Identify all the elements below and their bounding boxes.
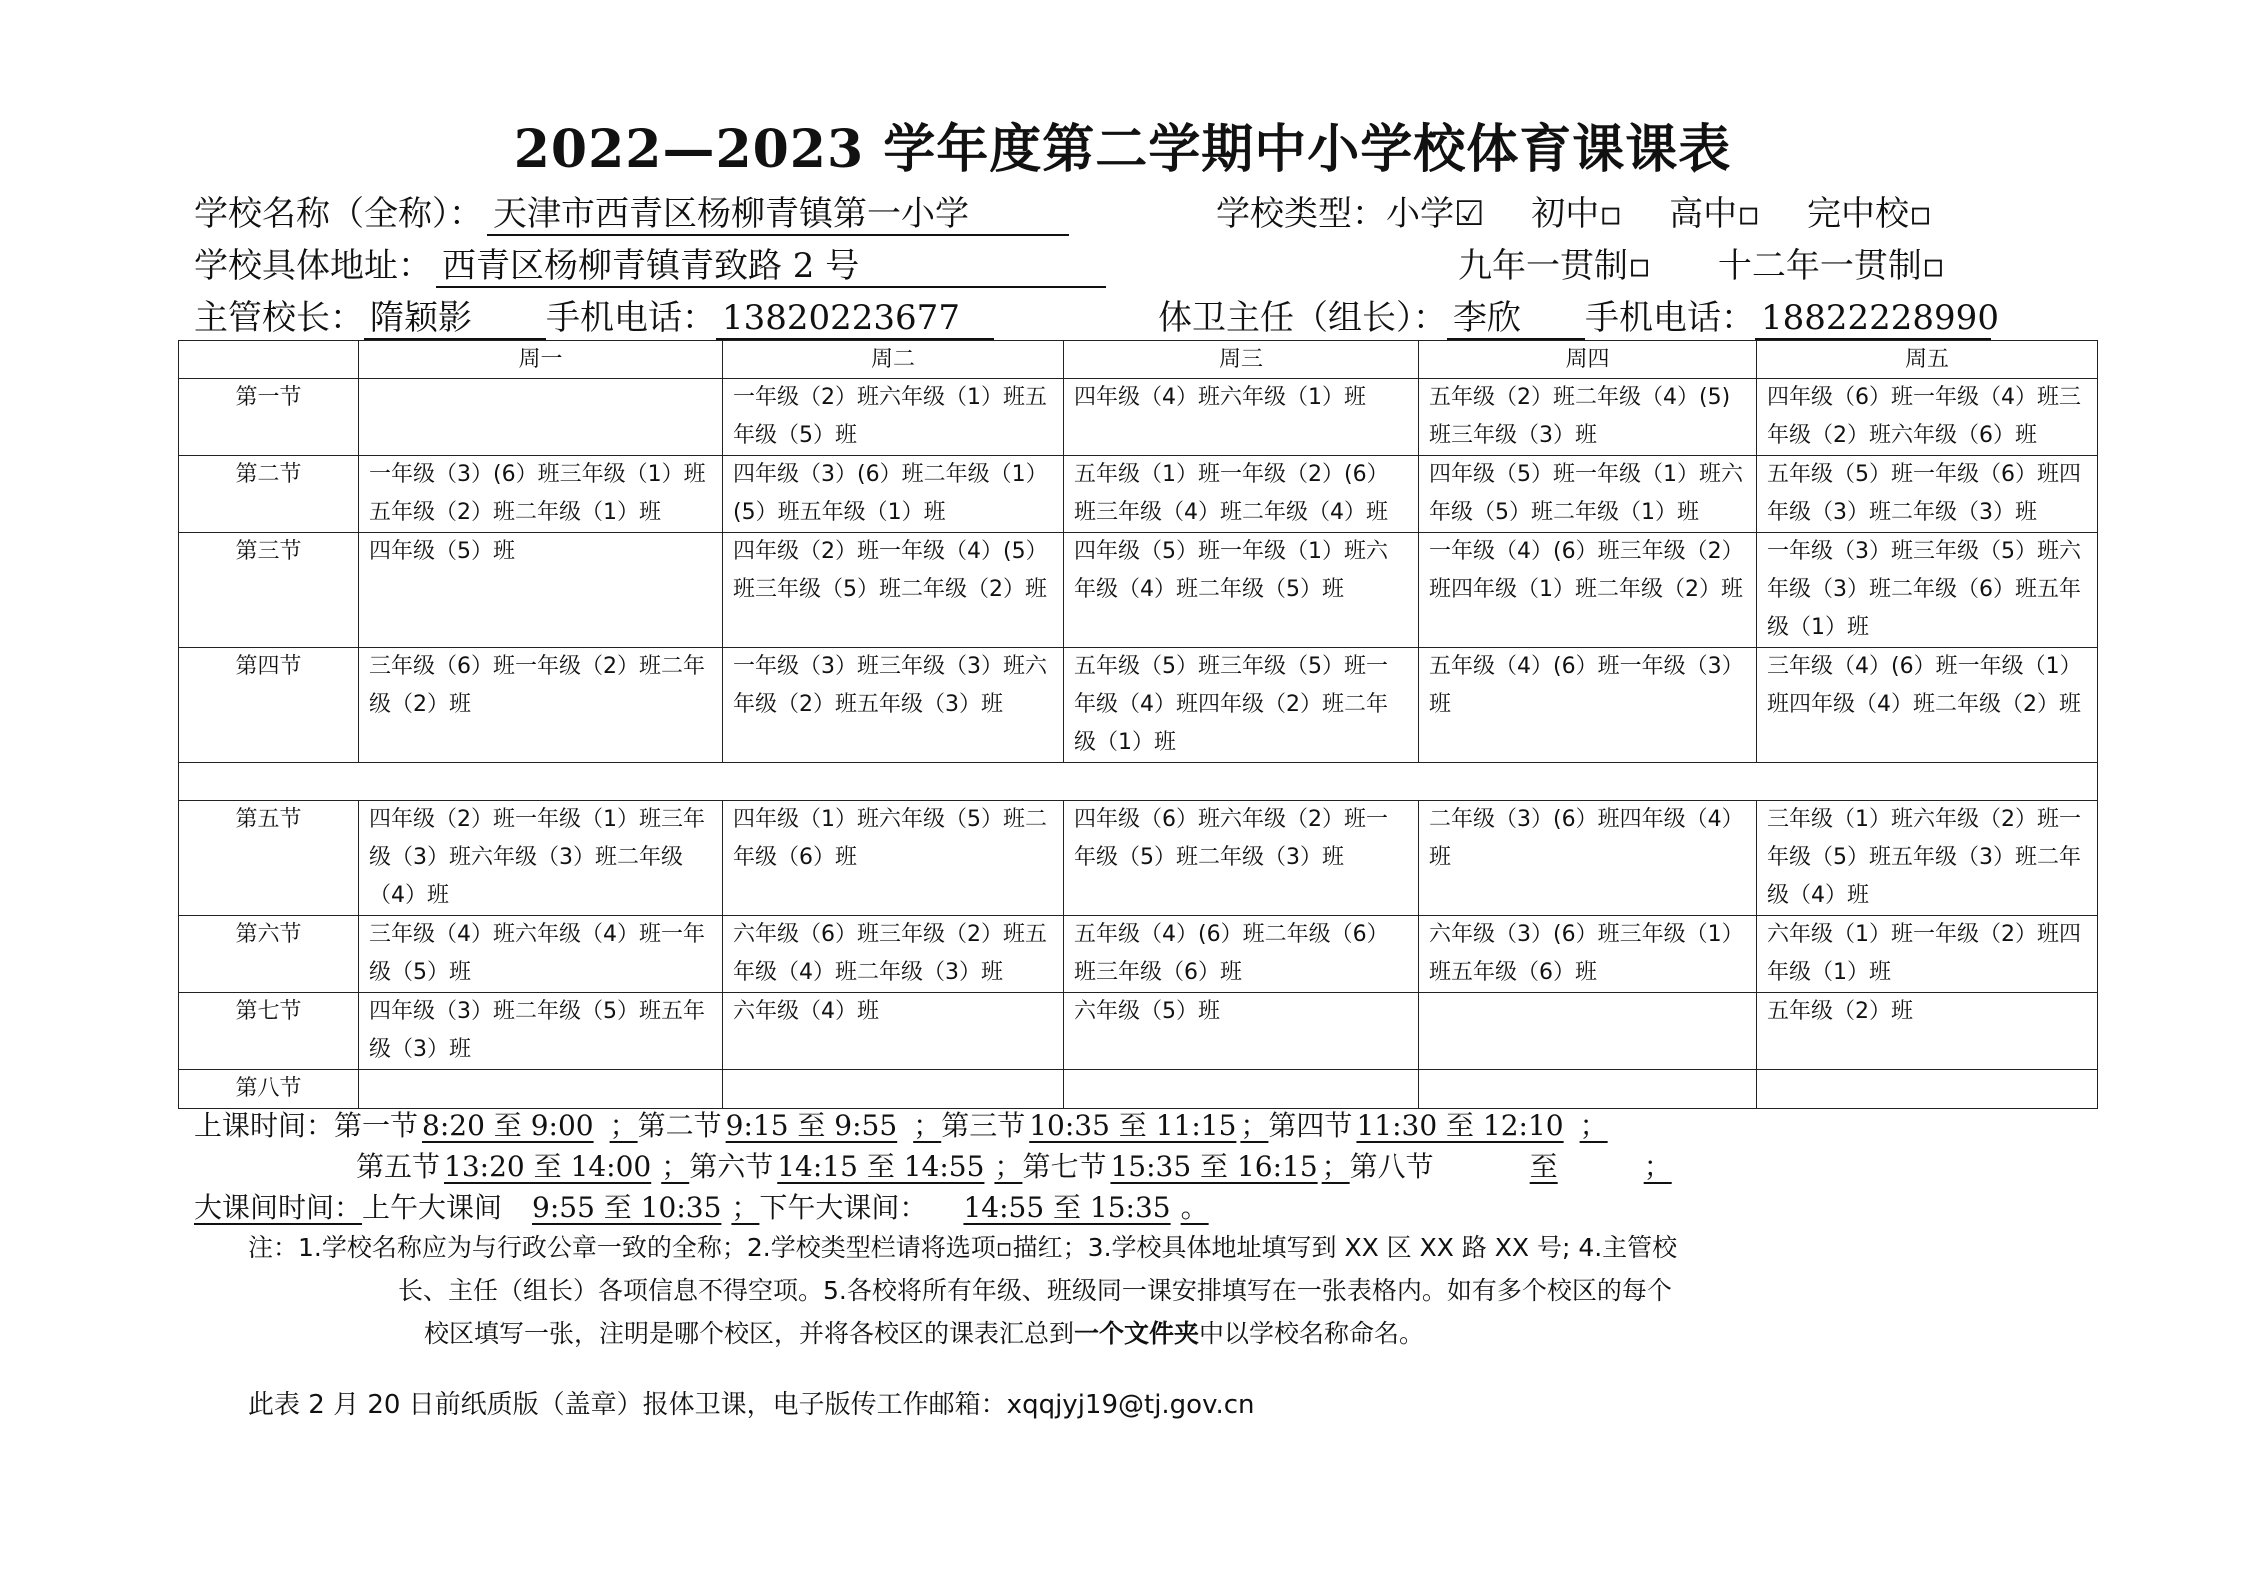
director-value: 李欣 xyxy=(1447,298,1585,340)
type-primary-checkbox: 小学☑ xyxy=(1386,194,1485,234)
table-row xyxy=(179,916,2098,993)
note-prefix: 注： xyxy=(248,1233,299,1262)
schedule-cell xyxy=(1419,993,1757,1070)
note-text-3b: 一个文件夹 xyxy=(1074,1319,1200,1348)
period-5-time: 13:20 至 14:00 xyxy=(444,1150,652,1183)
day-header: 周四 xyxy=(1419,341,1757,379)
schedule-table xyxy=(178,340,2098,1109)
footer-submission-note: 此表 2 月 20 日前纸质版（盖章）报体卫课，电子版传工作邮箱：xqqjyj19@tj.gov.cn xyxy=(248,1390,1255,1420)
period-3-label: 第三节 xyxy=(941,1109,1026,1142)
schedule-cell: 五年级（1）班一年级（2）(6）班三年级（4）班二年级（4）班 xyxy=(1064,456,1419,533)
day-header: 周一 xyxy=(359,341,723,379)
period-6-label: 第六节 xyxy=(689,1150,774,1183)
period-label: 第八节 xyxy=(179,1070,359,1109)
schedule-cell: 四年级（5）班一年级（1）班六年级（4）班二年级（5）班 xyxy=(1064,533,1419,648)
school-type-label: 学校类型： xyxy=(1216,194,1386,234)
period-8-time: 至 xyxy=(1529,1150,1558,1183)
type-senior-checkbox: 高中▫ xyxy=(1669,194,1761,234)
corner-cell xyxy=(179,341,359,379)
table-row xyxy=(179,801,2098,916)
schedule-cell xyxy=(1757,1070,2098,1109)
schedule-cell: 五年级（2）班 xyxy=(1757,993,2098,1070)
schedule-cell: 四年级（3）班二年级（5）班五年级（3）班 xyxy=(359,993,723,1070)
principal-value: 隋颖影 xyxy=(364,298,546,340)
schedule-cell: 一年级（3）(6）班三年级（1）班五年级（2）班二年级（1）班 xyxy=(359,456,723,533)
director-label: 体卫主任（组长）： xyxy=(1158,298,1447,338)
period-2-time: 9:15 至 9:55 xyxy=(725,1109,898,1142)
schedule-cell: 一年级（4）(6）班三年级（2）班四年级（1）班二年级（2）班 xyxy=(1419,533,1757,648)
schedule-cell: 五年级（5）班三年级（5）班一年级（4）班四年级（2）班二年级（1）班 xyxy=(1064,648,1419,763)
table-header-row xyxy=(179,341,2098,379)
principal-phone-value: 13820223677 xyxy=(716,298,994,340)
schedule-cell xyxy=(1064,1070,1419,1109)
table-row xyxy=(179,993,2098,1070)
type-nine-year-checkbox: 九年一贯制▫ xyxy=(1458,246,1652,286)
page-title: 2022—2023 学年度第二学期中小学校体育课课表 xyxy=(513,119,1732,180)
class-times-label: 上课时间： xyxy=(194,1109,335,1142)
schedule-cell: 五年级（4）(6）班二年级（6）班三年级（6）班 xyxy=(1064,916,1419,993)
period-4-time: 11:30 至 12:10 xyxy=(1356,1109,1564,1142)
schedule-cell xyxy=(723,1070,1064,1109)
day-header: 周三 xyxy=(1064,341,1419,379)
schedule-cell: 六年级（4）班 xyxy=(723,993,1064,1070)
period-6-time: 14:15 至 14:55 xyxy=(777,1150,985,1183)
note-text-3a: 校区填写一张，注明是哪个校区，并将各校区的课表汇总到 xyxy=(424,1319,1075,1348)
table-row xyxy=(179,456,2098,533)
period-2-label: 第二节 xyxy=(637,1109,722,1142)
schedule-cell: 三年级（4）(6）班一年级（1）班四年级（4）班二年级（2）班 xyxy=(1757,648,2098,763)
pm-break-time: 14:55 至 15:35 xyxy=(963,1191,1171,1224)
period-1-label: 第一节 xyxy=(334,1109,419,1142)
period-label: 第五节 xyxy=(179,801,359,916)
period-label: 第七节 xyxy=(179,993,359,1070)
day-header: 周二 xyxy=(723,341,1064,379)
school-type-row xyxy=(1216,192,1932,236)
break-times-label: 大课间时间： xyxy=(194,1191,363,1224)
period-7-label: 第七节 xyxy=(1022,1150,1107,1183)
schedule-cell: 六年级（1）班一年级（2）班四年级（1）班 xyxy=(1757,916,2098,993)
table-row xyxy=(179,1070,2098,1109)
schedule-cell xyxy=(359,1070,723,1109)
schedule-cell: 三年级（4）班六年级（4）班一年级（5）班 xyxy=(359,916,723,993)
period-label: 第四节 xyxy=(179,648,359,763)
period-label: 第三节 xyxy=(179,533,359,648)
period-label: 第六节 xyxy=(179,916,359,993)
director-row xyxy=(1158,296,1999,340)
address-value: 西青区杨柳青镇青致路 2 号 xyxy=(436,246,1106,288)
pm-break-label: 下午大课间： xyxy=(759,1191,928,1224)
table-row xyxy=(179,648,2098,763)
schedule-cell: 三年级（6）班一年级（2）班二年级（2）班 xyxy=(359,648,723,763)
period-8-label: 第八节 xyxy=(1349,1150,1434,1183)
school-name-value: 天津市西青区杨柳青镇第一小学 xyxy=(487,194,1069,236)
period-3-time: 10:35 至 11:15 xyxy=(1029,1109,1237,1142)
schedule-cell: 四年级（5）班 xyxy=(359,533,723,648)
break-times-row: 大课间时间：上午大课间 9:55 至 10:35 ；下午大课间： 14:55 至 15:35 。 xyxy=(194,1191,1209,1224)
table-row xyxy=(179,379,2098,456)
schedule-cell: 六年级（5）班 xyxy=(1064,993,1419,1070)
address-label: 学校具体地址： xyxy=(194,246,432,286)
contacts-row xyxy=(194,296,994,340)
period-1-time: 8:20 至 9:00 xyxy=(422,1109,594,1142)
principal-phone-label: 手机电话： xyxy=(546,298,716,338)
schedule-cell xyxy=(1419,1070,1757,1109)
am-break-time: 9:55 至 10:35 xyxy=(532,1191,722,1224)
note-text-1: 1.学校名称应为与行政公章一致的全称；2.学校类型栏请将选项▫描红；3.学校具体地址填写到 XX 区 XX 路 XX 号; 4.主管校 xyxy=(298,1233,1678,1262)
class-times-row-2: 第五节 13:20 至 14:00 ；第六节 14:15 至 14:55 ；第七节 15:35 至 16:15 ；第八节 至 ； xyxy=(356,1150,1672,1183)
schedule-cell: 六年级（6）班三年级（2）班五年级（4）班二年级（3）班 xyxy=(723,916,1064,993)
school-name-row xyxy=(194,192,1069,236)
am-break-label: 上午大课间 xyxy=(362,1191,503,1224)
table-row xyxy=(179,533,2098,648)
schedule-cell: 四年级（3）(6）班二年级（1）(5）班五年级（1）班 xyxy=(723,456,1064,533)
school-type-row-2 xyxy=(1458,244,1945,288)
break-row xyxy=(179,763,2098,801)
note-line-3 xyxy=(424,1312,1424,1355)
break-divider xyxy=(179,763,2098,801)
type-junior-checkbox: 初中▫ xyxy=(1531,194,1623,234)
schedule-cell: 五年级（4）(6）班一年级（3）班 xyxy=(1419,648,1757,763)
schedule-cell: 四年级（6）班六年级（2）班一年级（5）班二年级（3）班 xyxy=(1064,801,1419,916)
principal-label: 主管校长： xyxy=(194,298,364,338)
class-times-row-1: 上课时间：第一节 8:20 至 9:00 ；第二节 9:15 至 9:55 ；第三节 10:35 至 11:15 ；第四节 11:30 至 12:10 ； xyxy=(194,1109,1608,1142)
schedule-cell: 二年级（3）(6）班四年级（4）班 xyxy=(1419,801,1757,916)
schedule-cell: 三年级（1）班六年级（2）班一年级（5）班五年级（3）班二年级（4）班 xyxy=(1757,801,2098,916)
schedule-cell: 五年级（5）班一年级（6）班四年级（3）班二年级（3）班 xyxy=(1757,456,2098,533)
period-label: 第二节 xyxy=(179,456,359,533)
period-label: 第一节 xyxy=(179,379,359,456)
period-4-label: 第四节 xyxy=(1268,1109,1353,1142)
director-phone-label: 手机电话： xyxy=(1585,298,1755,338)
type-twelve-year-checkbox: 十二年一贯制▫ xyxy=(1717,246,1945,286)
schedule-cell: 一年级（2）班六年级（1）班五年级（5）班 xyxy=(723,379,1064,456)
schedule-cell: 四年级（4）班六年级（1）班 xyxy=(1064,379,1419,456)
note-text-3c: 中以学校名称命名。 xyxy=(1199,1319,1425,1348)
address-row xyxy=(194,244,1106,288)
schedule-cell: 五年级（2）班二年级（4）(5)班三年级（3）班 xyxy=(1419,379,1757,456)
note-line-1 xyxy=(248,1226,1677,1269)
note-line-2: 长、主任（组长）各项信息不得空项。5.各校将所有年级、班级同一课安排填写在一张表格内。如有多个校区的每个 xyxy=(398,1276,1672,1305)
schedule-cell: 四年级（2）班一年级（4）(5）班三年级（5）班二年级（2）班 xyxy=(723,533,1064,648)
schedule-cell: 六年级（3）(6）班三年级（1）班五年级（6）班 xyxy=(1419,916,1757,993)
school-name-label: 学校名称（全称）： xyxy=(194,194,483,234)
director-phone-value: 18822228990 xyxy=(1755,298,1991,340)
day-header: 周五 xyxy=(1757,341,2098,379)
schedule-cell: 四年级（6）班一年级（4）班三年级（2）班六年级（6）班 xyxy=(1757,379,2098,456)
schedule-cell: 一年级（3）班三年级（5）班六年级（3）班二年级（6）班五年级（1）班 xyxy=(1757,533,2098,648)
schedule-cell xyxy=(359,379,723,456)
period-5-label: 第五节 xyxy=(356,1150,441,1183)
schedule-cell: 四年级（1）班六年级（5）班二年级（6）班 xyxy=(723,801,1064,916)
period-7-time: 15:35 至 16:15 xyxy=(1110,1150,1318,1183)
schedule-cell: 四年级（2）班一年级（1）班三年级（3）班六年级（3）班二年级（4）班 xyxy=(359,801,723,916)
schedule-cell: 四年级（5）班一年级（1）班六年级（5）班二年级（1）班 xyxy=(1419,456,1757,533)
type-complete-checkbox: 完中校▫ xyxy=(1807,194,1933,234)
schedule-cell: 一年级（3）班三年级（3）班六年级（2）班五年级（3）班 xyxy=(723,648,1064,763)
